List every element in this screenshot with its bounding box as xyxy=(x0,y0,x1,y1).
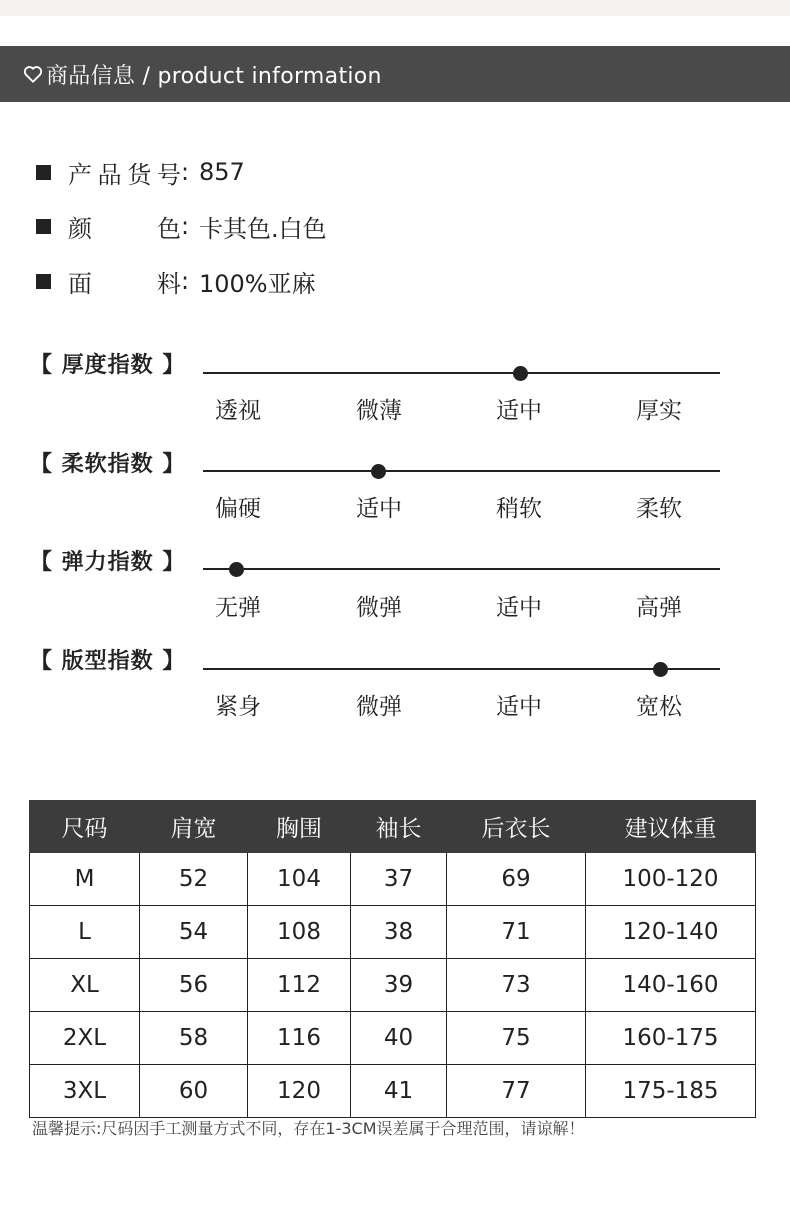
section-title: 商品信息 / product information xyxy=(46,63,382,89)
info-row-item-no xyxy=(36,157,245,187)
heart-outline-icon xyxy=(22,63,44,85)
column-header: 尺码 xyxy=(30,801,140,853)
info-colon: : xyxy=(181,267,190,295)
table-cell: 2XL xyxy=(30,1012,140,1065)
size-note: 温馨提示:尺码因手工测量方式不同，存在1-3CM误差属于合理范围，请谅解！ xyxy=(32,1119,585,1138)
size-table xyxy=(29,800,756,1118)
table-cell: 116 xyxy=(248,1012,351,1065)
table-cell: 39 xyxy=(351,959,447,1012)
table-row xyxy=(30,1065,756,1118)
column-header: 建议体重 xyxy=(586,801,756,853)
scale-marker-softness xyxy=(371,464,386,479)
bullet-square-icon xyxy=(36,274,51,289)
scale-option: 微弹 xyxy=(356,694,402,720)
scale-title-fit: 【 版型指数 】 xyxy=(30,649,186,674)
table-cell: 40 xyxy=(351,1012,447,1065)
table-row xyxy=(30,853,756,906)
table-cell: 120-140 xyxy=(586,906,756,959)
table-cell: 41 xyxy=(351,1065,447,1118)
table-cell: XL xyxy=(30,959,140,1012)
section-header xyxy=(0,46,790,102)
table-cell: 54 xyxy=(140,906,248,959)
top-strip xyxy=(0,0,790,16)
scale-line-softness xyxy=(203,470,720,472)
scale-option: 宽松 xyxy=(636,694,682,720)
info-colon: : xyxy=(181,158,190,186)
table-cell: M xyxy=(30,853,140,906)
info-label: 产品货号 xyxy=(68,160,181,189)
scale-option: 适中 xyxy=(496,398,542,424)
info-label: 颜色 xyxy=(68,214,181,243)
column-header: 肩宽 xyxy=(140,801,248,853)
table-cell: L xyxy=(30,906,140,959)
table-cell: 104 xyxy=(248,853,351,906)
table-row xyxy=(30,1012,756,1065)
table-cell: 112 xyxy=(248,959,351,1012)
table-cell: 69 xyxy=(447,853,586,906)
info-value: 857 xyxy=(199,158,245,186)
info-value: 卡其色.白色 xyxy=(199,214,327,243)
table-cell: 38 xyxy=(351,906,447,959)
table-cell: 100-120 xyxy=(586,853,756,906)
table-cell: 60 xyxy=(140,1065,248,1118)
table-cell: 56 xyxy=(140,959,248,1012)
column-header: 后衣长 xyxy=(447,801,586,853)
table-cell: 58 xyxy=(140,1012,248,1065)
scale-option: 适中 xyxy=(356,496,402,522)
table-header-row xyxy=(30,801,756,853)
bullet-square-icon xyxy=(36,219,51,234)
scale-option: 紧身 xyxy=(215,694,261,720)
table-cell: 73 xyxy=(447,959,586,1012)
table-cell: 160-175 xyxy=(586,1012,756,1065)
table-cell: 140-160 xyxy=(586,959,756,1012)
table-cell: 77 xyxy=(447,1065,586,1118)
scale-line-thickness xyxy=(203,372,720,374)
scale-title-softness: 【 柔软指数 】 xyxy=(30,452,186,477)
scale-marker-elasticity xyxy=(229,562,244,577)
column-header: 胸围 xyxy=(248,801,351,853)
table-cell: 75 xyxy=(447,1012,586,1065)
scale-marker-fit xyxy=(653,662,668,677)
scale-option: 柔软 xyxy=(636,496,682,522)
scale-line-elasticity xyxy=(203,568,720,570)
table-cell: 108 xyxy=(248,906,351,959)
scale-title-thickness: 【 厚度指数 】 xyxy=(30,353,186,378)
bullet-square-icon xyxy=(36,165,51,180)
info-value: 100%亚麻 xyxy=(199,269,316,298)
scale-line-fit xyxy=(203,668,720,670)
scale-option: 偏硬 xyxy=(215,496,261,522)
scale-option: 高弹 xyxy=(636,595,682,621)
table-cell: 175-185 xyxy=(586,1065,756,1118)
scale-option: 适中 xyxy=(496,595,542,621)
scale-option: 微弹 xyxy=(356,595,402,621)
scale-marker-thickness xyxy=(513,366,528,381)
table-cell: 52 xyxy=(140,853,248,906)
scale-option: 无弹 xyxy=(215,595,261,621)
table-cell: 71 xyxy=(447,906,586,959)
scale-option: 适中 xyxy=(496,694,542,720)
scale-option: 厚实 xyxy=(636,398,682,424)
table-row xyxy=(30,906,756,959)
table-cell: 3XL xyxy=(30,1065,140,1118)
table-row xyxy=(30,959,756,1012)
table-cell: 120 xyxy=(248,1065,351,1118)
info-label: 面料 xyxy=(68,269,181,298)
info-colon: : xyxy=(181,212,190,240)
info-row-color xyxy=(36,211,327,241)
scale-option: 稍软 xyxy=(496,496,542,522)
info-row-fabric xyxy=(36,266,316,296)
scale-title-elasticity: 【 弹力指数 】 xyxy=(30,550,186,575)
scale-option: 透视 xyxy=(215,398,261,424)
column-header: 袖长 xyxy=(351,801,447,853)
table-cell: 37 xyxy=(351,853,447,906)
scale-option: 微薄 xyxy=(356,398,402,424)
